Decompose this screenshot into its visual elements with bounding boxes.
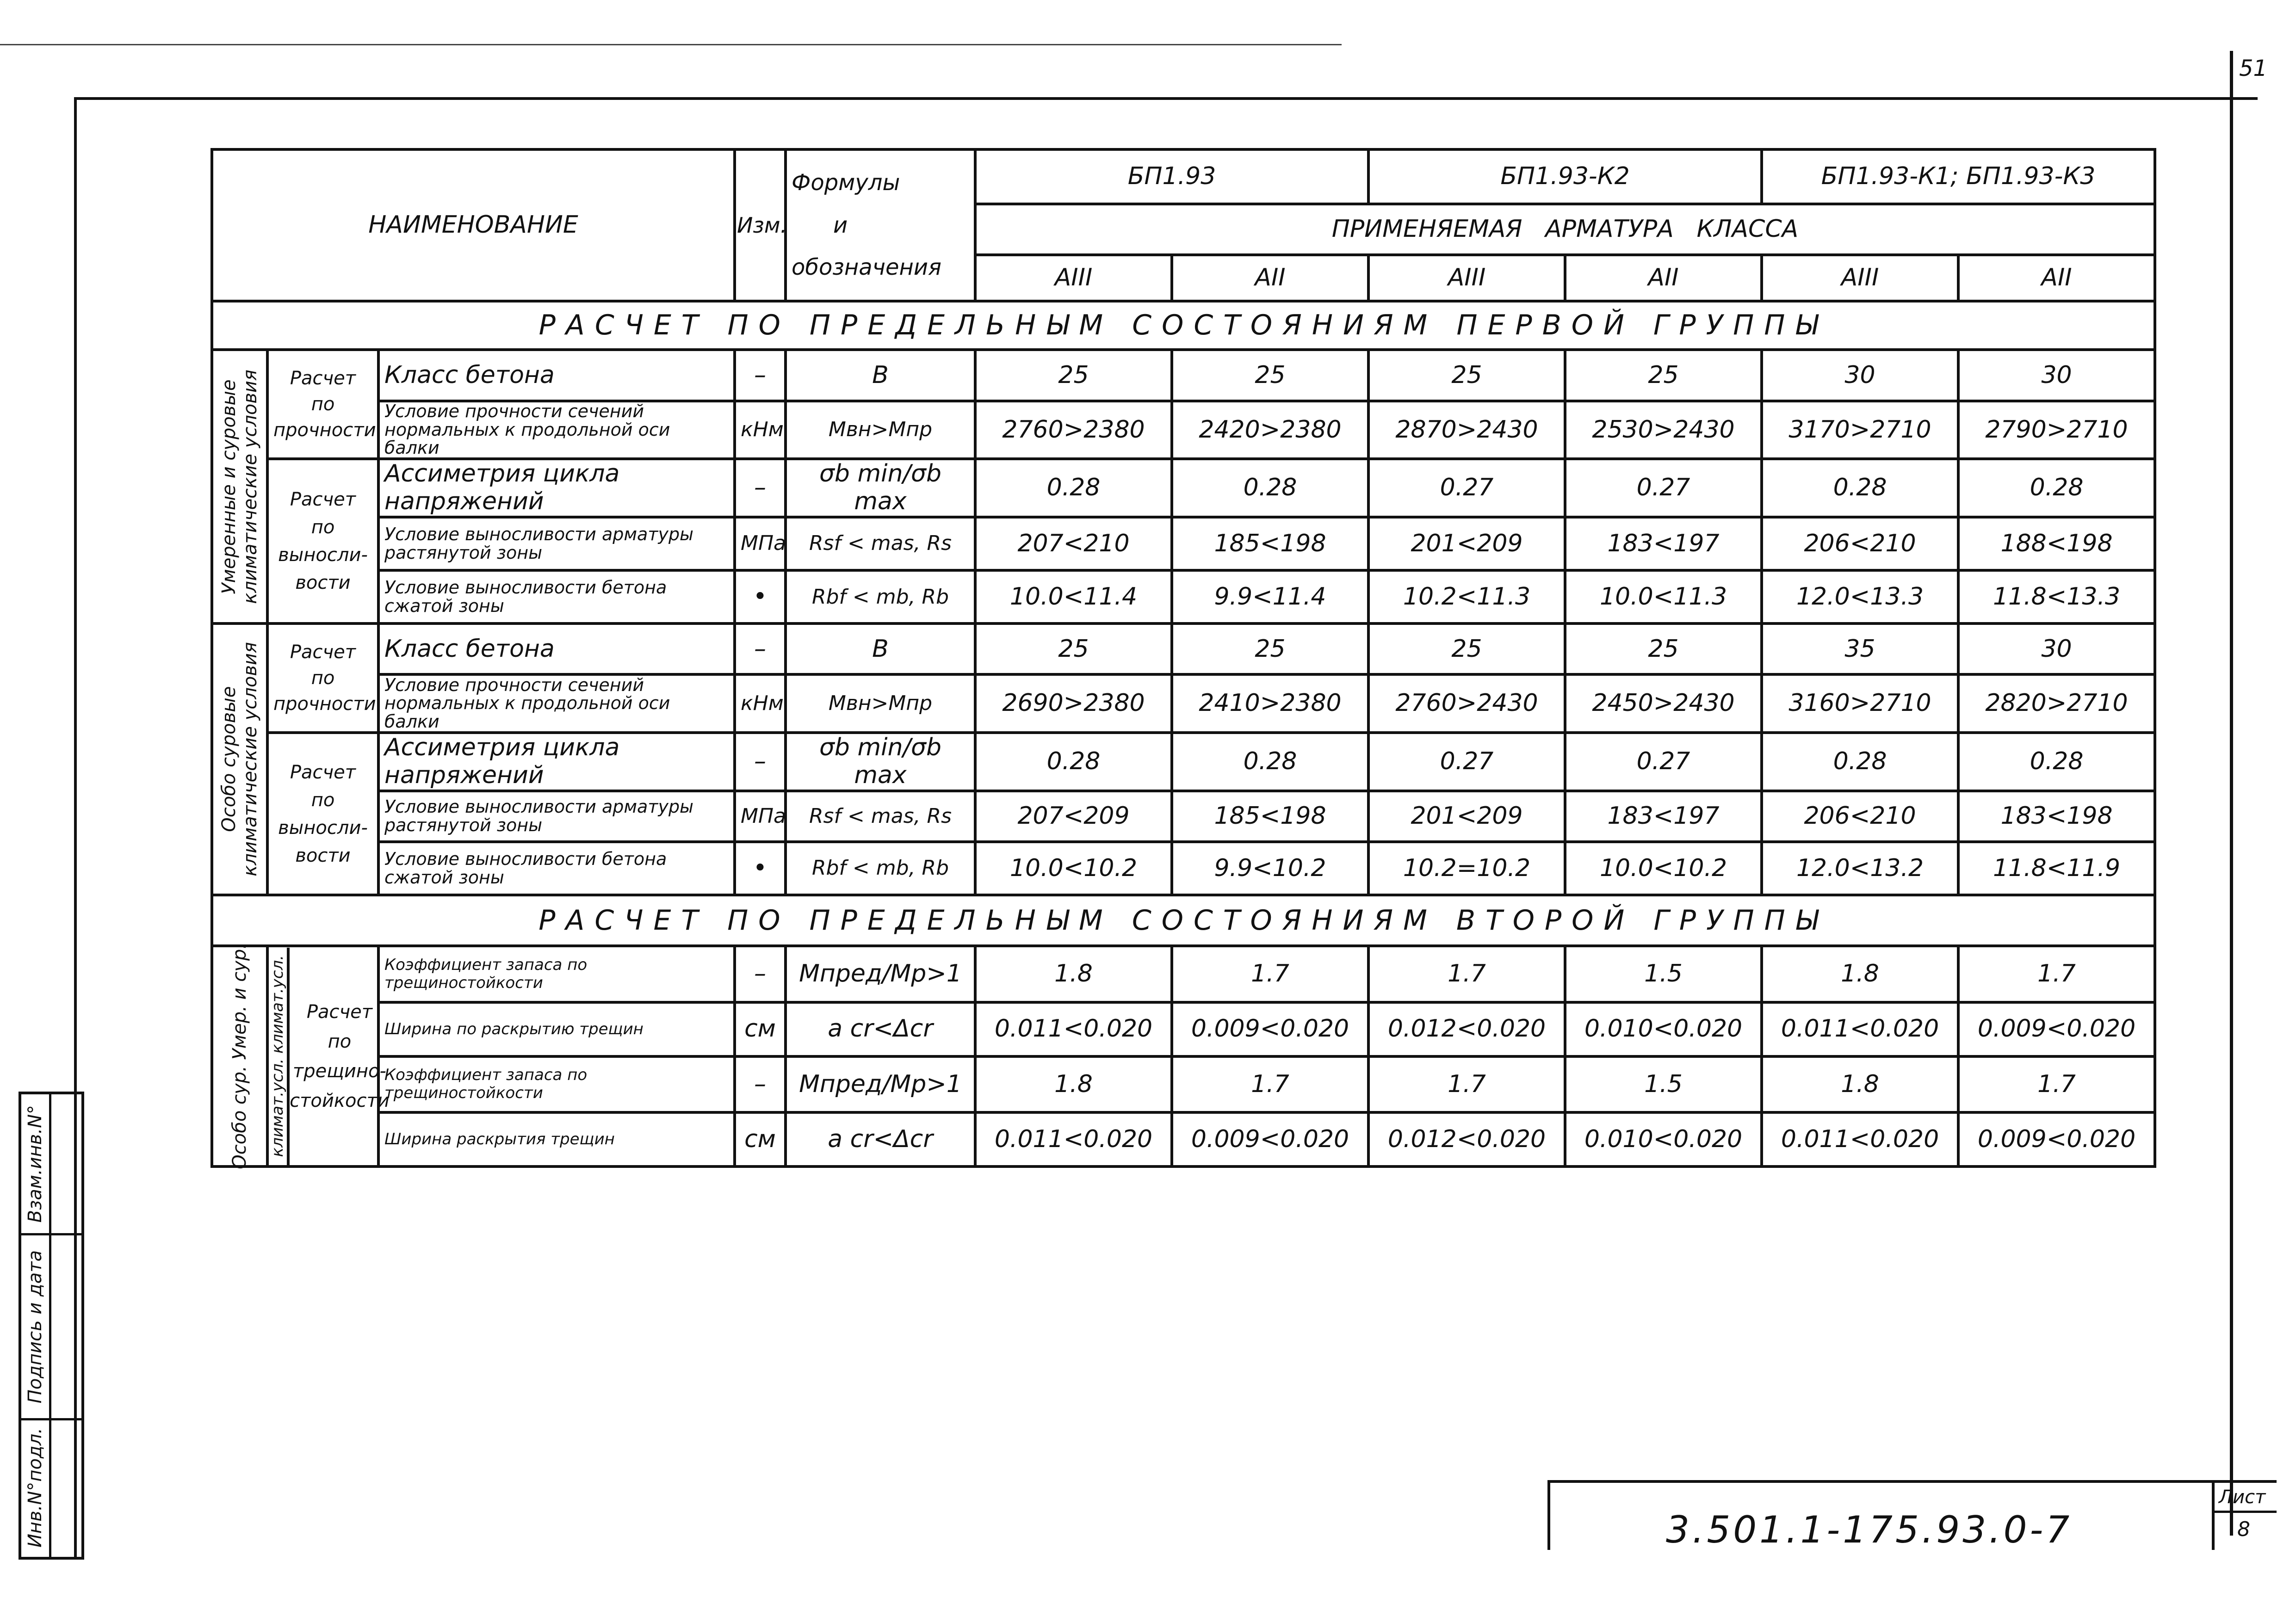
value-cell: 0.011<0.020 — [1762, 1002, 1958, 1056]
value-cell: 0.009<0.020 — [1172, 1112, 1368, 1166]
value-cell: 2820>2710 — [1958, 674, 2155, 733]
group-b-calc-endurance: Расчет по выносли- вости — [267, 733, 378, 895]
value-cell: 3170>2710 — [1762, 401, 1958, 459]
value-cell: 206<210 — [1762, 517, 1958, 570]
row-name: Условие выносливости арматуры растянутой зоны — [378, 517, 735, 570]
value-cell: 3160>2710 — [1762, 674, 1958, 733]
value-cell: 0.28 — [1958, 733, 2155, 791]
value-cell: 1.5 — [1565, 1056, 1762, 1113]
group-a-calc-endurance: Расчет по выносли- вости — [267, 459, 378, 623]
value-cell: 12.0<13.2 — [1762, 842, 1958, 895]
section1-title: РАСЧЕТ ПО ПРЕДЕЛЬНЫМ СОСТОЯНИЯМ ПЕРВОЙ ГРУППЫ — [212, 301, 2155, 350]
row-unit: – — [735, 623, 786, 674]
value-cell: 0.28 — [1172, 733, 1368, 791]
value-cell: 1.8 — [975, 946, 1172, 1002]
section2-calc: климат.усл. климат.усл. Расчет по трещино- стойкости — [267, 946, 378, 1166]
value-cell: 25 — [1565, 623, 1762, 674]
side-stamp — [19, 1092, 84, 1560]
value-cell: 0.28 — [1172, 459, 1368, 517]
row-name: Класс бетона — [378, 623, 735, 674]
value-cell: 0.28 — [975, 733, 1172, 791]
row-formula: σb min/σb max — [786, 459, 975, 517]
value-cell: 0.010<0.020 — [1565, 1112, 1762, 1166]
value-cell: 10.0<11.4 — [975, 570, 1172, 623]
value-cell: 2870>2430 — [1368, 401, 1565, 459]
group-b-label: Особо суровые климатические условия — [212, 623, 267, 895]
row-unit: кНм — [735, 674, 786, 733]
row-unit: см — [735, 1002, 786, 1056]
value-cell: 0.009<0.020 — [1172, 1002, 1368, 1056]
value-cell: 0.009<0.020 — [1958, 1112, 2155, 1166]
row-name: Ширина раскрытия трещин — [378, 1112, 735, 1166]
row-unit: – — [735, 1056, 786, 1113]
class-cell: AIII — [975, 255, 1172, 301]
value-cell: 206<210 — [1762, 791, 1958, 842]
row-name: Условие прочности сечений нормальных к продольной оси балки — [378, 674, 735, 733]
value-cell: 11.8<11.9 — [1958, 842, 2155, 895]
value-cell: 1.7 — [1958, 1056, 2155, 1113]
value-cell: 11.8<13.3 — [1958, 570, 2155, 623]
value-cell: 2760>2430 — [1368, 674, 1565, 733]
value-cell: 0.28 — [975, 459, 1172, 517]
sheet-label: Лист — [2219, 1487, 2266, 1508]
value-cell: 2450>2430 — [1565, 674, 1762, 733]
value-cell: 2420>2380 — [1172, 401, 1368, 459]
value-cell: 1.8 — [975, 1056, 1172, 1113]
stamp-inv-podl: Инв.N°подл. — [25, 1427, 46, 1548]
frame-right — [2230, 51, 2233, 1536]
value-cell: 25 — [1368, 350, 1565, 401]
row-formula: Mвн>Mпр — [786, 674, 975, 733]
value-cell: 2690>2380 — [975, 674, 1172, 733]
header-formulas: Формулы и обозначения — [786, 149, 975, 301]
class-cell: AIII — [1368, 255, 1565, 301]
value-cell: 183<198 — [1958, 791, 2155, 842]
value-cell: 25 — [975, 623, 1172, 674]
page-number: 51 — [2239, 56, 2268, 81]
document-code: 3.501.1-175.93.0-7 — [1666, 1508, 2073, 1551]
row-formula: B — [786, 623, 975, 674]
row-unit: – — [735, 459, 786, 517]
top-trim-line — [0, 44, 1342, 45]
value-cell: 0.27 — [1368, 733, 1565, 791]
value-cell: 25 — [975, 350, 1172, 401]
row-formula: σb min/σb max — [786, 733, 975, 791]
class-cell: AII — [1172, 255, 1368, 301]
value-cell: 10.2<11.3 — [1368, 570, 1565, 623]
value-cell: 0.28 — [1958, 459, 2155, 517]
value-cell: 183<197 — [1565, 517, 1762, 570]
value-cell: 207<210 — [975, 517, 1172, 570]
value-cell: 10.2=10.2 — [1368, 842, 1565, 895]
beam-bp193-k1-k3: БП1.93-К1; БП1.93-К3 — [1762, 149, 2155, 204]
value-cell: 0.27 — [1565, 459, 1762, 517]
value-cell: 0.010<0.020 — [1565, 1002, 1762, 1056]
value-cell: 188<198 — [1958, 517, 2155, 570]
value-cell: 1.7 — [1368, 946, 1565, 1002]
row-name: Условие выносливости арматуры растянутой зоны — [378, 791, 735, 842]
value-cell: 185<198 — [1172, 517, 1368, 570]
value-cell: 25 — [1565, 350, 1762, 401]
row-formula: Rbf < mb, Rb — [786, 570, 975, 623]
group-a-calc-strength: Расчет по прочности — [267, 350, 378, 459]
row-name: Условие выносливости бетона сжатой зоны — [378, 842, 735, 895]
class-cell: AIII — [1762, 255, 1958, 301]
value-cell: 1.7 — [1172, 946, 1368, 1002]
stamp-signature-date: Подпись и дата — [25, 1250, 46, 1404]
row-formula: a cr<Δcr — [786, 1112, 975, 1166]
row-name: Коэффициент запаса по трещиностойкости — [378, 946, 735, 1002]
value-cell: 25 — [1368, 623, 1565, 674]
section2-title: РАСЧЕТ ПО ПРЕДЕЛЬНЫМ СОСТОЯНИЯМ ВТОРОЙ ГРУППЫ — [212, 895, 2155, 946]
value-cell: 1.8 — [1762, 1056, 1958, 1113]
value-cell: 25 — [1172, 350, 1368, 401]
row-formula: B — [786, 350, 975, 401]
value-cell: 207<209 — [975, 791, 1172, 842]
row-name: Условие прочности сечений нормальных к продольной оси балки — [378, 401, 735, 459]
row-formula: Rsf < mas, Rs — [786, 791, 975, 842]
stamp-vzam-inv: Взам.инв.N° — [25, 1105, 46, 1223]
section2-inner-label: климат.усл. климат.усл. — [268, 955, 287, 1157]
class-cell: AII — [1958, 255, 2155, 301]
value-cell: 12.0<13.3 — [1762, 570, 1958, 623]
row-unit: кНм — [735, 401, 786, 459]
row-name: Условие выносливости бетона сжатой зоны — [378, 570, 735, 623]
value-cell: 183<197 — [1565, 791, 1762, 842]
value-cell: 9.9<10.2 — [1172, 842, 1368, 895]
row-unit: – — [735, 350, 786, 401]
row-formula: Rbf < mb, Rb — [786, 842, 975, 895]
value-cell: 30 — [1958, 623, 2155, 674]
value-cell: 0.011<0.020 — [1762, 1112, 1958, 1166]
value-cell: 30 — [1762, 350, 1958, 401]
row-name: Коэффициент запаса по трещиностойкости — [378, 1056, 735, 1113]
value-cell: 0.28 — [1762, 459, 1958, 517]
beam-bp193-k2: БП1.93-К2 — [1368, 149, 1762, 204]
value-cell: 25 — [1172, 623, 1368, 674]
row-formula: Mпред/Mр>1 — [786, 946, 975, 1002]
value-cell: 2410>2380 — [1172, 674, 1368, 733]
reinforcement-class-label: ПРИМЕНЯЕМАЯ АРМАТУРА КЛАССА — [975, 204, 2155, 255]
value-cell: 0.012<0.020 — [1368, 1002, 1565, 1056]
value-cell: 185<198 — [1172, 791, 1368, 842]
value-cell: 0.011<0.020 — [975, 1002, 1172, 1056]
value-cell: 9.9<11.4 — [1172, 570, 1368, 623]
frame-top — [74, 97, 2258, 100]
header-izm: Изм. — [735, 149, 786, 301]
value-cell: 0.011<0.020 — [975, 1112, 1172, 1166]
value-cell: 0.28 — [1762, 733, 1958, 791]
sheet-number: 8 — [2237, 1518, 2250, 1541]
row-formula: a cr<Δcr — [786, 1002, 975, 1056]
row-unit: • — [735, 842, 786, 895]
value-cell: 0.27 — [1368, 459, 1565, 517]
row-formula: Rsf < mas, Rs — [786, 517, 975, 570]
value-cell: 2760>2380 — [975, 401, 1172, 459]
value-cell: 0.012<0.020 — [1368, 1112, 1565, 1166]
row-unit: см — [735, 1112, 786, 1166]
title-block — [1547, 1480, 2277, 1550]
class-cell: AII — [1565, 255, 1762, 301]
value-cell: 35 — [1762, 623, 1958, 674]
row-unit: МПа — [735, 517, 786, 570]
beam-bp193: БП1.93 — [975, 149, 1368, 204]
row-unit: – — [735, 733, 786, 791]
group-b-calc-strength: Расчет по прочности — [267, 623, 378, 733]
value-cell: 10.0<10.2 — [1565, 842, 1762, 895]
row-name: Ассиметрия цикла напряжений — [378, 459, 735, 517]
row-unit: • — [735, 570, 786, 623]
value-cell: 2790>2710 — [1958, 401, 2155, 459]
row-unit: МПа — [735, 791, 786, 842]
value-cell: 1.8 — [1762, 946, 1958, 1002]
row-name: Ширина по раскрытию трещин — [378, 1002, 735, 1056]
value-cell: 2530>2430 — [1565, 401, 1762, 459]
group-a-label: Умеренные и суровые климатические условия — [212, 350, 267, 623]
value-cell: 1.7 — [1368, 1056, 1565, 1113]
row-name: Ассиметрия цикла напряжений — [378, 733, 735, 791]
row-unit: – — [735, 946, 786, 1002]
row-name: Класс бетона — [378, 350, 735, 401]
row-formula: Mпред/Mр>1 — [786, 1056, 975, 1113]
header-name: НАИМЕНОВАНИЕ — [212, 149, 735, 301]
value-cell: 1.5 — [1565, 946, 1762, 1002]
value-cell: 10.0<11.3 — [1565, 570, 1762, 623]
value-cell: 10.0<10.2 — [975, 842, 1172, 895]
value-cell: 201<209 — [1368, 517, 1565, 570]
value-cell: 1.7 — [1172, 1056, 1368, 1113]
value-cell: 30 — [1958, 350, 2155, 401]
section2-outer-label: Особо сур. Умер. и сур. — [212, 946, 267, 1166]
row-formula: Mвн>Mпр — [786, 401, 975, 459]
value-cell: 1.7 — [1958, 946, 2155, 1002]
value-cell: 0.27 — [1565, 733, 1762, 791]
value-cell: 0.009<0.020 — [1958, 1002, 2155, 1056]
value-cell: 201<209 — [1368, 791, 1565, 842]
calculation-table — [210, 148, 2156, 1168]
